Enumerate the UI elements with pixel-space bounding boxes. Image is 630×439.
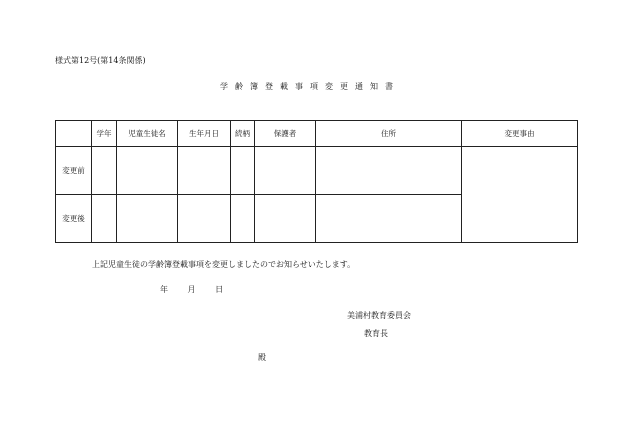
date-line bbox=[160, 285, 223, 295]
column-header-reason: 変更事由 bbox=[462, 121, 578, 147]
cell-guardian-after[interactable] bbox=[255, 195, 316, 243]
column-header-address: 住所 bbox=[316, 121, 462, 147]
column-header-guardian: 保護者 bbox=[255, 121, 316, 147]
cell-relationship-before[interactable] bbox=[231, 147, 255, 195]
form-number: 様式第12号(第14条関係) bbox=[55, 56, 146, 65]
document-title: 学齢簿登載事項変更通知書 bbox=[220, 82, 400, 91]
column-header-grade: 学年 bbox=[92, 121, 117, 147]
table-row-before bbox=[56, 147, 578, 195]
date-year-label: 年 bbox=[160, 285, 168, 294]
date-day-label: 日 bbox=[215, 285, 224, 294]
cell-birthdate-before[interactable] bbox=[178, 147, 231, 195]
cell-relationship-after[interactable] bbox=[231, 195, 255, 243]
cell-student-name-after[interactable] bbox=[117, 195, 178, 243]
cell-address-before[interactable] bbox=[316, 147, 462, 195]
cell-student-name-before[interactable] bbox=[117, 147, 178, 195]
header-corner-cell bbox=[56, 121, 92, 147]
cell-guardian-before[interactable] bbox=[255, 147, 316, 195]
cell-reason[interactable] bbox=[462, 147, 578, 243]
issuer-organization: 美浦村教育委員会 bbox=[347, 311, 411, 320]
date-month-label: 月 bbox=[187, 285, 196, 294]
row-label-before: 変更前 bbox=[56, 147, 92, 195]
notice-text: 上記児童生徒の学齢簿登載事項を変更しましたのでお知らせいたします。 bbox=[92, 260, 356, 269]
cell-grade-after[interactable] bbox=[92, 195, 117, 243]
row-label-after: 変更後 bbox=[56, 195, 92, 243]
cell-address-after[interactable] bbox=[316, 195, 462, 243]
change-table bbox=[55, 120, 578, 243]
table-header-row bbox=[56, 121, 578, 147]
column-header-student-name: 児童生徒名 bbox=[117, 121, 178, 147]
cell-grade-before[interactable] bbox=[92, 147, 117, 195]
issuer-title: 教育長 bbox=[364, 329, 388, 338]
cell-birthdate-after[interactable] bbox=[178, 195, 231, 243]
column-header-birthdate: 生年月日 bbox=[178, 121, 231, 147]
column-header-relationship: 続柄 bbox=[231, 121, 255, 147]
addressee-honorific: 殿 bbox=[258, 353, 266, 362]
